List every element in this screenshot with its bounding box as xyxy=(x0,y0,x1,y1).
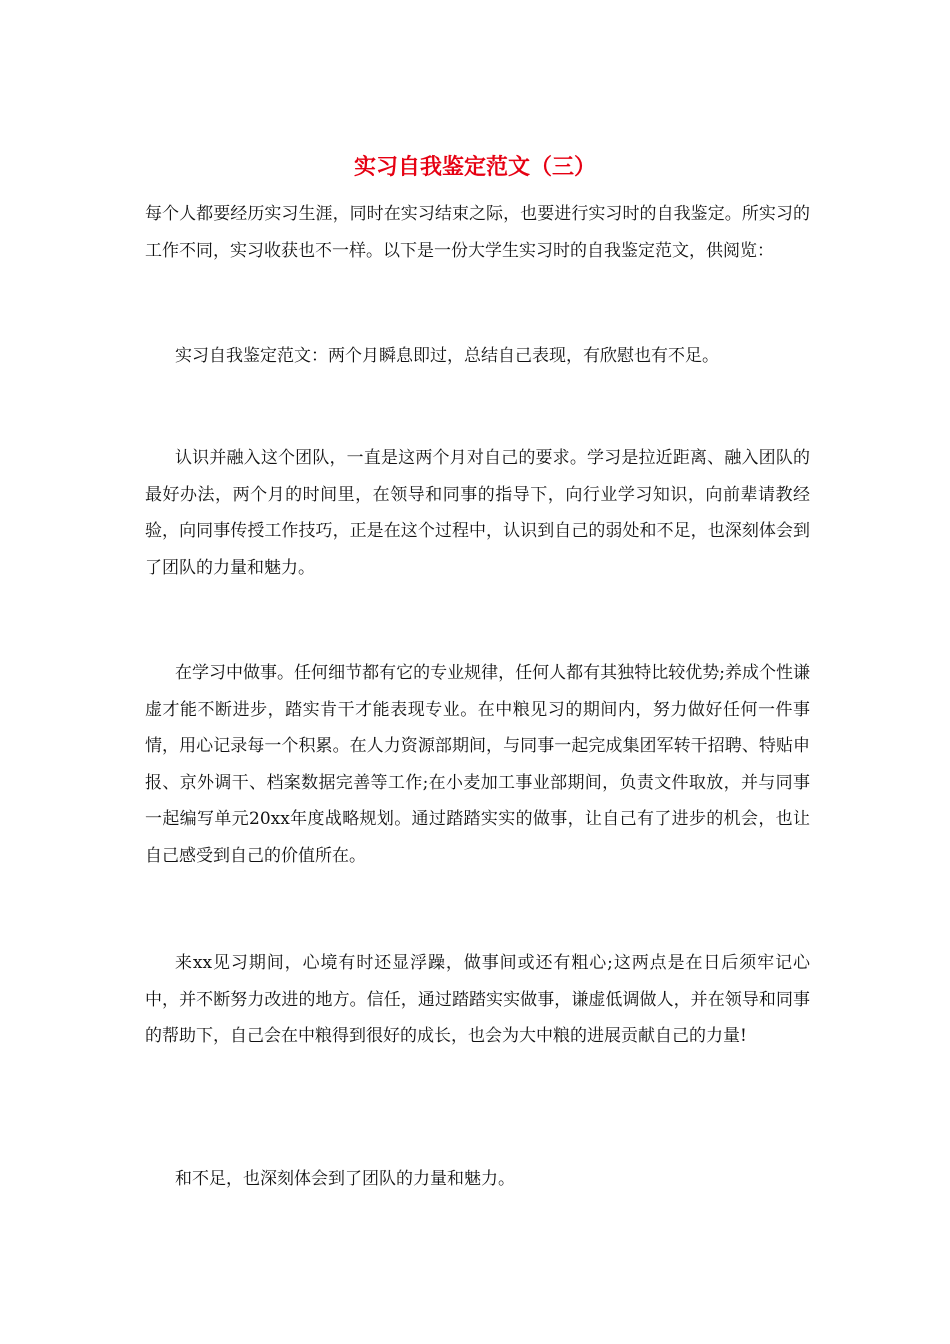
body-paragraph: 在学习中做事。任何细节都有它的专业规律，任何人都有其独特比较优势;养成个性谦虚才能不断进步，踏实肯干才能表现专业。在中粮见习的期间内，努力做好任何一件事情，用心记录每一个积累。在人力资源部期间，与同事一起完成集团军转干招聘、特贴申报、京外调干、档案数据完善等工作;在小麦加工事业部期间，负责文件取放，并与同事一起编写单元20xx年度战略规划。通过踏踏实实的做事，让自己有了进步的机会，也让自己感受到自己的价值所在。 xyxy=(145,663,810,866)
body-paragraph: 实习自我鉴定范文：两个月瞬息即过，总结自己表现，有欣慰也有不足。 xyxy=(175,346,719,366)
intro-paragraph: 每个人都要经历实习生涯，同时在实习结束之际，也要进行实习时的自我鉴定。所实习的工作不同，实习收获也不一样。以下是一份大学生实习时的自我鉴定范文，供阅览： xyxy=(145,204,810,261)
body-paragraph: 来xx见习期间，心境有时还显浮躁，做事间或还有粗心;这两点是在日后须牢记心中，并不断努力改进的地方。信任，通过踏踏实实做事，谦虚低调做人，并在领导和同事的帮助下，自己会在中粮得到很好的成长，也会为大中粮的进展贡献自己的力量! xyxy=(145,953,810,1046)
document-title: 实习自我鉴定范文（三） xyxy=(353,154,596,180)
body-paragraph: 和不足，也深刻体会到了团队的力量和魅力。 xyxy=(175,1169,515,1189)
body-paragraph: 认识并融入这个团队，一直是这两个月对自己的要求。学习是拉近距离、融入团队的最好办法，两个月的时间里，在领导和同事的指导下，向行业学习知识，向前辈请教经验，向同事传授工作技巧，正是在这个过程中，认识到自己的弱处和不足，也深刻体会到了团队的力量和魅力。 xyxy=(145,448,810,578)
